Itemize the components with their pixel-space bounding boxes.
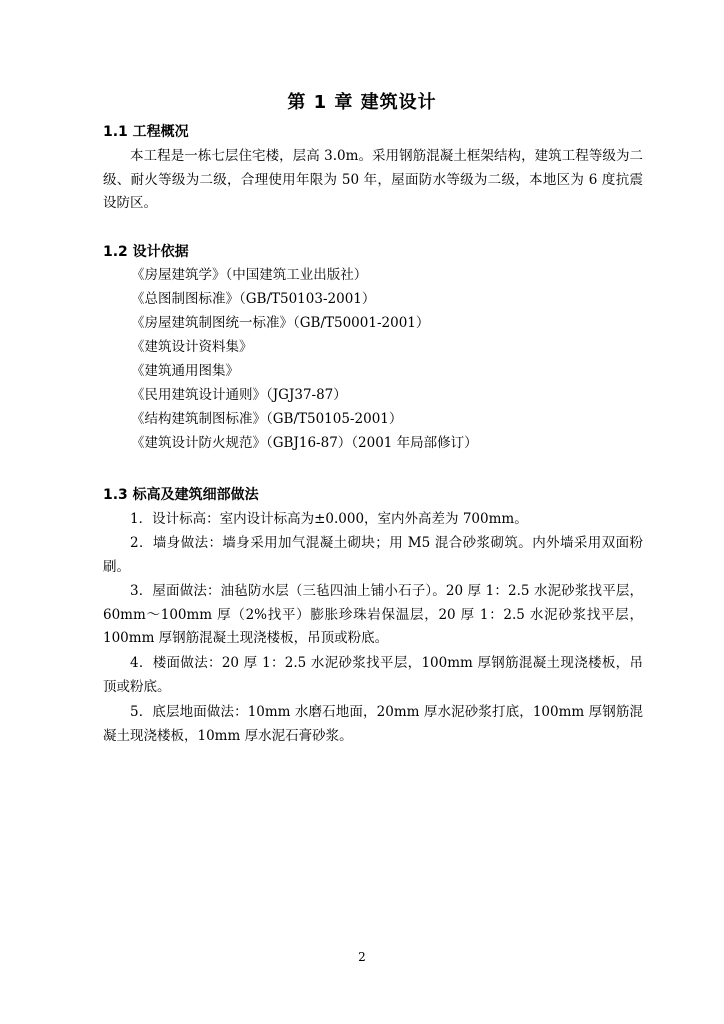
detail-item-text: 1．设计标高：室内设计标高为±0.000，室内外高差为 700mm。 xyxy=(130,511,528,527)
reference-item: 《民用建筑设计通则》（JGJ37-87） xyxy=(131,387,347,403)
detail-item-2 xyxy=(103,532,643,579)
page-number: 2 xyxy=(358,950,366,964)
detail-item-text: 5．底层地面做法：10mm 水磨石地面，20mm 厚水泥砂浆打底，100mm 厚钢筋混凝土现浇楼板，10mm 厚水泥石膏砂浆。 xyxy=(103,704,643,744)
chapter-title: 第 1 章 建筑设计 xyxy=(287,92,437,113)
reference-item: 《建筑通用图集》 xyxy=(131,363,239,379)
section-heading-overview: 1.1 工程概况 xyxy=(103,124,189,140)
reference-item: 《结构建筑制图标准》（GB/T50105-2001） xyxy=(131,411,403,427)
reference-item: 《房屋建筑制图统一标准》（GB/T50001-2001） xyxy=(131,315,430,331)
section-heading-basis: 1.2 设计依据 xyxy=(103,244,189,260)
overview-text: 本工程是一栋七层住宅楼，层高 3.0m。采用钢筋混凝土框架结构，建筑工程等级为二级、耐火等级为二级，合理使用年限为 50 年，屋面防水等级为二级，本地区为 6 度抗震设防区。 xyxy=(103,148,643,211)
detail-item-text: 3．屋面做法：油毡防水层（三毡四油上铺小石子）。20 厚 1：2.5 水泥砂浆找平层，60mm～100mm 厚（2%找平）膨胀珍珠岩保温层，20 厚 1：2.5 水泥砂浆找平层，100mm 厚钢筋混凝土现浇楼板，吊顶或粉底。 xyxy=(103,583,643,646)
detail-item-text: 4．楼面做法：20 厚 1：2.5 水泥砂浆找平层，100mm 厚钢筋混凝土现浇楼板，吊顶或粉底。 xyxy=(103,655,643,695)
detail-item-1 xyxy=(103,508,643,532)
reference-item: 《建筑设计防火规范》（GBJ16-87）（2001 年局部修订） xyxy=(131,435,478,451)
reference-item: 《总图制图标准》（GB/T50103-2001） xyxy=(131,291,376,307)
reference-item: 《房屋建筑学》（中国建筑工业出版社） xyxy=(131,267,368,283)
detail-item-text: 2．墙身做法：墙身采用加气混凝土砌块；用 M5 混合砂浆砌筑。内外墙采用双面粉刷。 xyxy=(103,535,643,575)
detail-item-5 xyxy=(103,701,643,748)
reference-item: 《建筑设计资料集》 xyxy=(131,339,253,355)
overview-paragraph xyxy=(103,145,643,216)
detail-item-4 xyxy=(103,652,643,699)
detail-item-3 xyxy=(103,580,643,651)
section-heading-details: 1.3 标高及建筑细部做法 xyxy=(103,487,259,503)
